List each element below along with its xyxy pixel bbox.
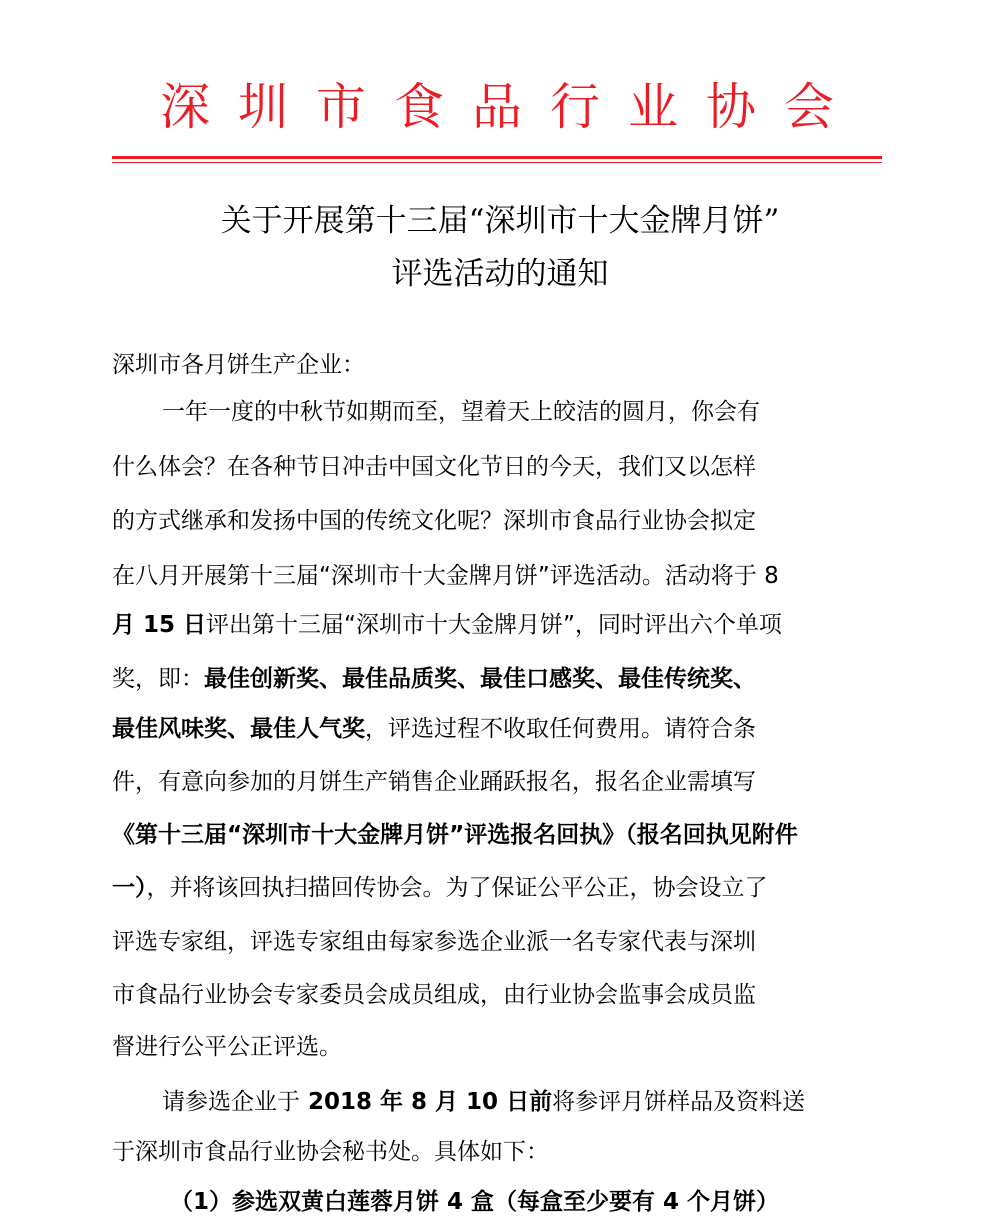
paragraph-1-line-3: 的方式继承和发扬中国的传统文化呢？深圳市食品行业协会拟定 bbox=[112, 508, 756, 534]
paragraph-1-line-7-rest: ，评选过程不收取任何费用。请符合条 bbox=[365, 716, 756, 742]
list-item-1: （1）参选双黄白莲蓉月饼 4 盒（每盒至少要有 4 个月饼） bbox=[170, 1189, 780, 1215]
paragraph-1-line-10 bbox=[112, 861, 887, 915]
award-list-part-2: 最佳风味奖、最佳人气奖 bbox=[112, 716, 365, 742]
registration-form-title: 《第十三届“深圳市十大金牌月饼”评选报名回执》（报名回执见附件 bbox=[112, 822, 798, 848]
submission-deadline: 2018 年 8 月 10 日前 bbox=[300, 1089, 553, 1115]
paragraph-1-line-13: 督进行公平公正评选。 bbox=[112, 1034, 342, 1060]
attachment-reference-end: 一） bbox=[112, 875, 147, 901]
paragraph-1-line-8: 件，有意向参加的月饼生产销售企业踊跃报名，报名企业需填写 bbox=[112, 769, 756, 795]
paragraph-1-line-7 bbox=[112, 702, 887, 756]
award-list-part-1: 最佳创新奖、最佳品质奖、最佳口感奖、最佳传统奖、 bbox=[204, 666, 756, 692]
document-title-line-2: 评选活动的通知 bbox=[391, 256, 609, 292]
paragraph-1-line-1: 一年一度的中秋节如期而至，望着天上皎洁的圆月，你会有 bbox=[162, 399, 760, 425]
paragraph-1-line-2: 什么体会？在各种节日冲击中国文化节日的今天，我们又以怎样 bbox=[112, 454, 756, 480]
paragraph-1-line-11: 评选专家组，评选专家组由每家参选企业派一名专家代表与深圳 bbox=[112, 929, 756, 955]
paragraph-1-line-4: 在八月开展第十三届“深圳市十大金牌月饼”评选活动。活动将于 8 bbox=[112, 563, 779, 589]
paragraph-2-line-2: 于深圳市食品行业协会秘书处。具体如下： bbox=[112, 1139, 549, 1165]
paragraph-2-line-1 bbox=[112, 1075, 937, 1129]
paragraph-2-line-1-pre: 请参选企业于 bbox=[162, 1089, 300, 1115]
organization-name: 深圳市食品行业协会 bbox=[160, 78, 862, 136]
paragraph-1-line-12: 市食品行业协会专家委员会成员组成，由行业协会监事会成员监 bbox=[112, 982, 756, 1008]
paragraph-2-line-1-rest: 将参评月饼样品及资料送 bbox=[552, 1089, 806, 1115]
paragraph-1-line-10-rest: ，并将该回执扫描回传协会。为了保证公平公正，协会设立了 bbox=[146, 875, 768, 901]
header-rule-thin bbox=[112, 162, 882, 163]
header-rule-thick bbox=[112, 156, 882, 159]
document-title-line-1: 关于开展第十三届“深圳市十大金牌月饼” bbox=[220, 203, 780, 239]
paragraph-1-line-5 bbox=[112, 598, 887, 652]
event-date: 月 15 日 bbox=[112, 612, 207, 638]
paragraph-1-line-6 bbox=[112, 652, 887, 706]
paragraph-1-line-5-rest: 评出第十三届“深圳市十大金牌月饼”，同时评出六个单项 bbox=[206, 612, 782, 638]
salutation: 深圳市各月饼生产企业： bbox=[112, 352, 365, 378]
paragraph-1-line-6-pre: 奖，即： bbox=[112, 666, 204, 692]
